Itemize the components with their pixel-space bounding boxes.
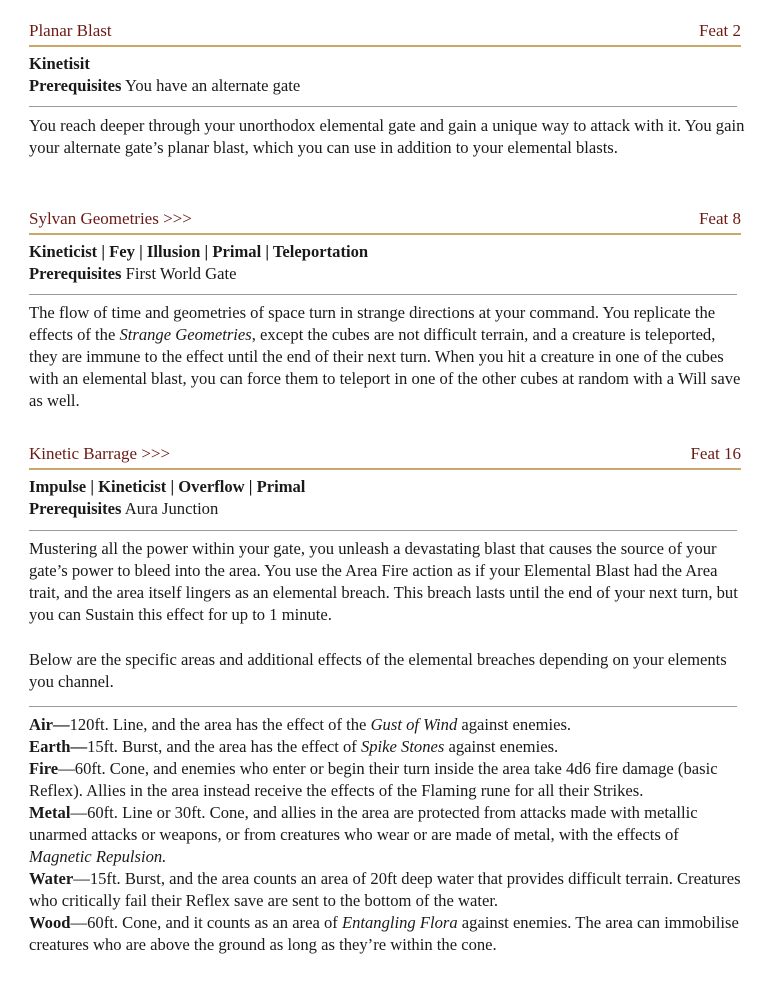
feat-prerequisites [29,75,741,97]
area-water [29,868,745,912]
divider [29,530,737,531]
feat-title-row [29,443,741,470]
area-label: Air— [29,715,70,734]
area-text: 15ft. Burst, and the area has the effect of [87,737,361,756]
feat-traits: Kineticist | Fey | Illusion | Primal | Teleportation [29,242,369,261]
prereq-label: Prerequisites [29,76,122,95]
feat-kinetic-barrage [29,443,741,520]
spell-reference: Spike Stones [360,737,445,756]
description-text: The flow of time and geometries of space turn in strange directions at your command. You replicate the effects of the [29,303,716,344]
feat-level: Feat 16 [690,444,741,463]
feat-traits: Kinetisit [29,54,90,73]
prereq-value: Aura Junction [124,499,219,518]
feat-description [29,302,745,412]
feat-prerequisites [29,498,741,520]
feat-sylvan-geometries [29,208,741,285]
area-text: —60ft. Line or 30ft. Cone, and allies in the area are protected from attacks made with metallic unarmed attacks or weapons, or from creatures who wear or are made of metal, with the effects of [29,803,698,844]
area-text: —15ft. Burst, and the area counts an area of 20ft deep water that provides difficult terrain. Creatures who critically fail their Reflex save are sent to the bottom of the water. [29,869,741,910]
feat-description: You reach deeper through your unorthodox elemental gate and gain a unique way to attack with it. You gain your alternate gate’s planar blast, which you can use in addition to your elemental blasts. [29,116,745,157]
prereq-label: Prerequisites [29,499,122,518]
feat-title: Sylvan Geometries >>> [29,209,192,228]
element-areas-list [29,714,745,956]
area-air [29,714,745,736]
area-fire [29,758,745,802]
divider [29,706,737,707]
area-text: —60ft. Cone, and it counts as an area of [70,913,342,932]
spell-reference: Strange Geometries [119,325,252,344]
area-metal [29,802,745,868]
feat-level: Feat 8 [698,209,741,228]
prereq-label: Prerequisites [29,264,122,283]
feat-title-row [29,208,741,235]
feat-traits: Impulse | Kineticist | Overflow | Primal [29,477,306,496]
feat-title: Kinetic Barrage >>> [29,444,171,463]
area-wood [29,912,745,956]
area-text: against enemies. [457,715,572,734]
area-text: 120ft. Line, and the area has the effect of the [69,715,371,734]
area-earth [29,736,745,758]
feat-title-row [29,20,741,47]
feat-level: Feat 2 [698,21,741,40]
divider [29,106,737,107]
area-label: Earth— [29,737,88,756]
area-text: against enemies. The area can immobilise creatures who are above the ground as long as they’re within the cone. [29,913,739,954]
spell-reference: Magnetic Repulsion. [29,847,167,866]
spell-reference: Gust of Wind [370,715,458,734]
area-label: Water [29,869,74,888]
description-text: , except the cubes are not difficult terrain, and a creature is teleported, they are immune to the effect until the end of their next turn. When you hit a creature in one of the cubes with an elemental blast, you can force them to teleport in one of the other cubes at random with a Will save as well. [29,325,741,410]
feat-description-continued: Below are the specific areas and additional effects of the elemental breaches depending on your elements you channel. [29,650,727,691]
area-text: —60ft. Cone, and enemies who enter or begin their turn inside the area take 4d6 fire damage (basic Reflex). Allies in the area instead receive the effects of the Flaming rune for all their Strikes. [29,759,718,800]
area-label: Wood [29,913,71,932]
feat-planar-blast [29,20,741,97]
feat-prerequisites [29,263,741,285]
area-text: against enemies. [444,737,559,756]
area-label: Metal [29,803,71,822]
prereq-value: First World Gate [125,264,237,283]
divider [29,294,737,295]
spell-reference: Entangling Flora [341,913,458,932]
feat-title: Planar Blast [29,21,112,40]
area-label: Fire [29,759,59,778]
prereq-value: You have an alternate gate [125,76,301,95]
feat-description: Mustering all the power within your gate, you unleash a devastating blast that causes the source of your gate’s power to bleed into the area. You use the Area Fire action as if your Elemental Blast had the Area trait, and the area itself lingers as an elemental breach. This breach lasts until the end of your next turn, but you can Sustain this effect for up to 1 minute. [29,539,738,624]
